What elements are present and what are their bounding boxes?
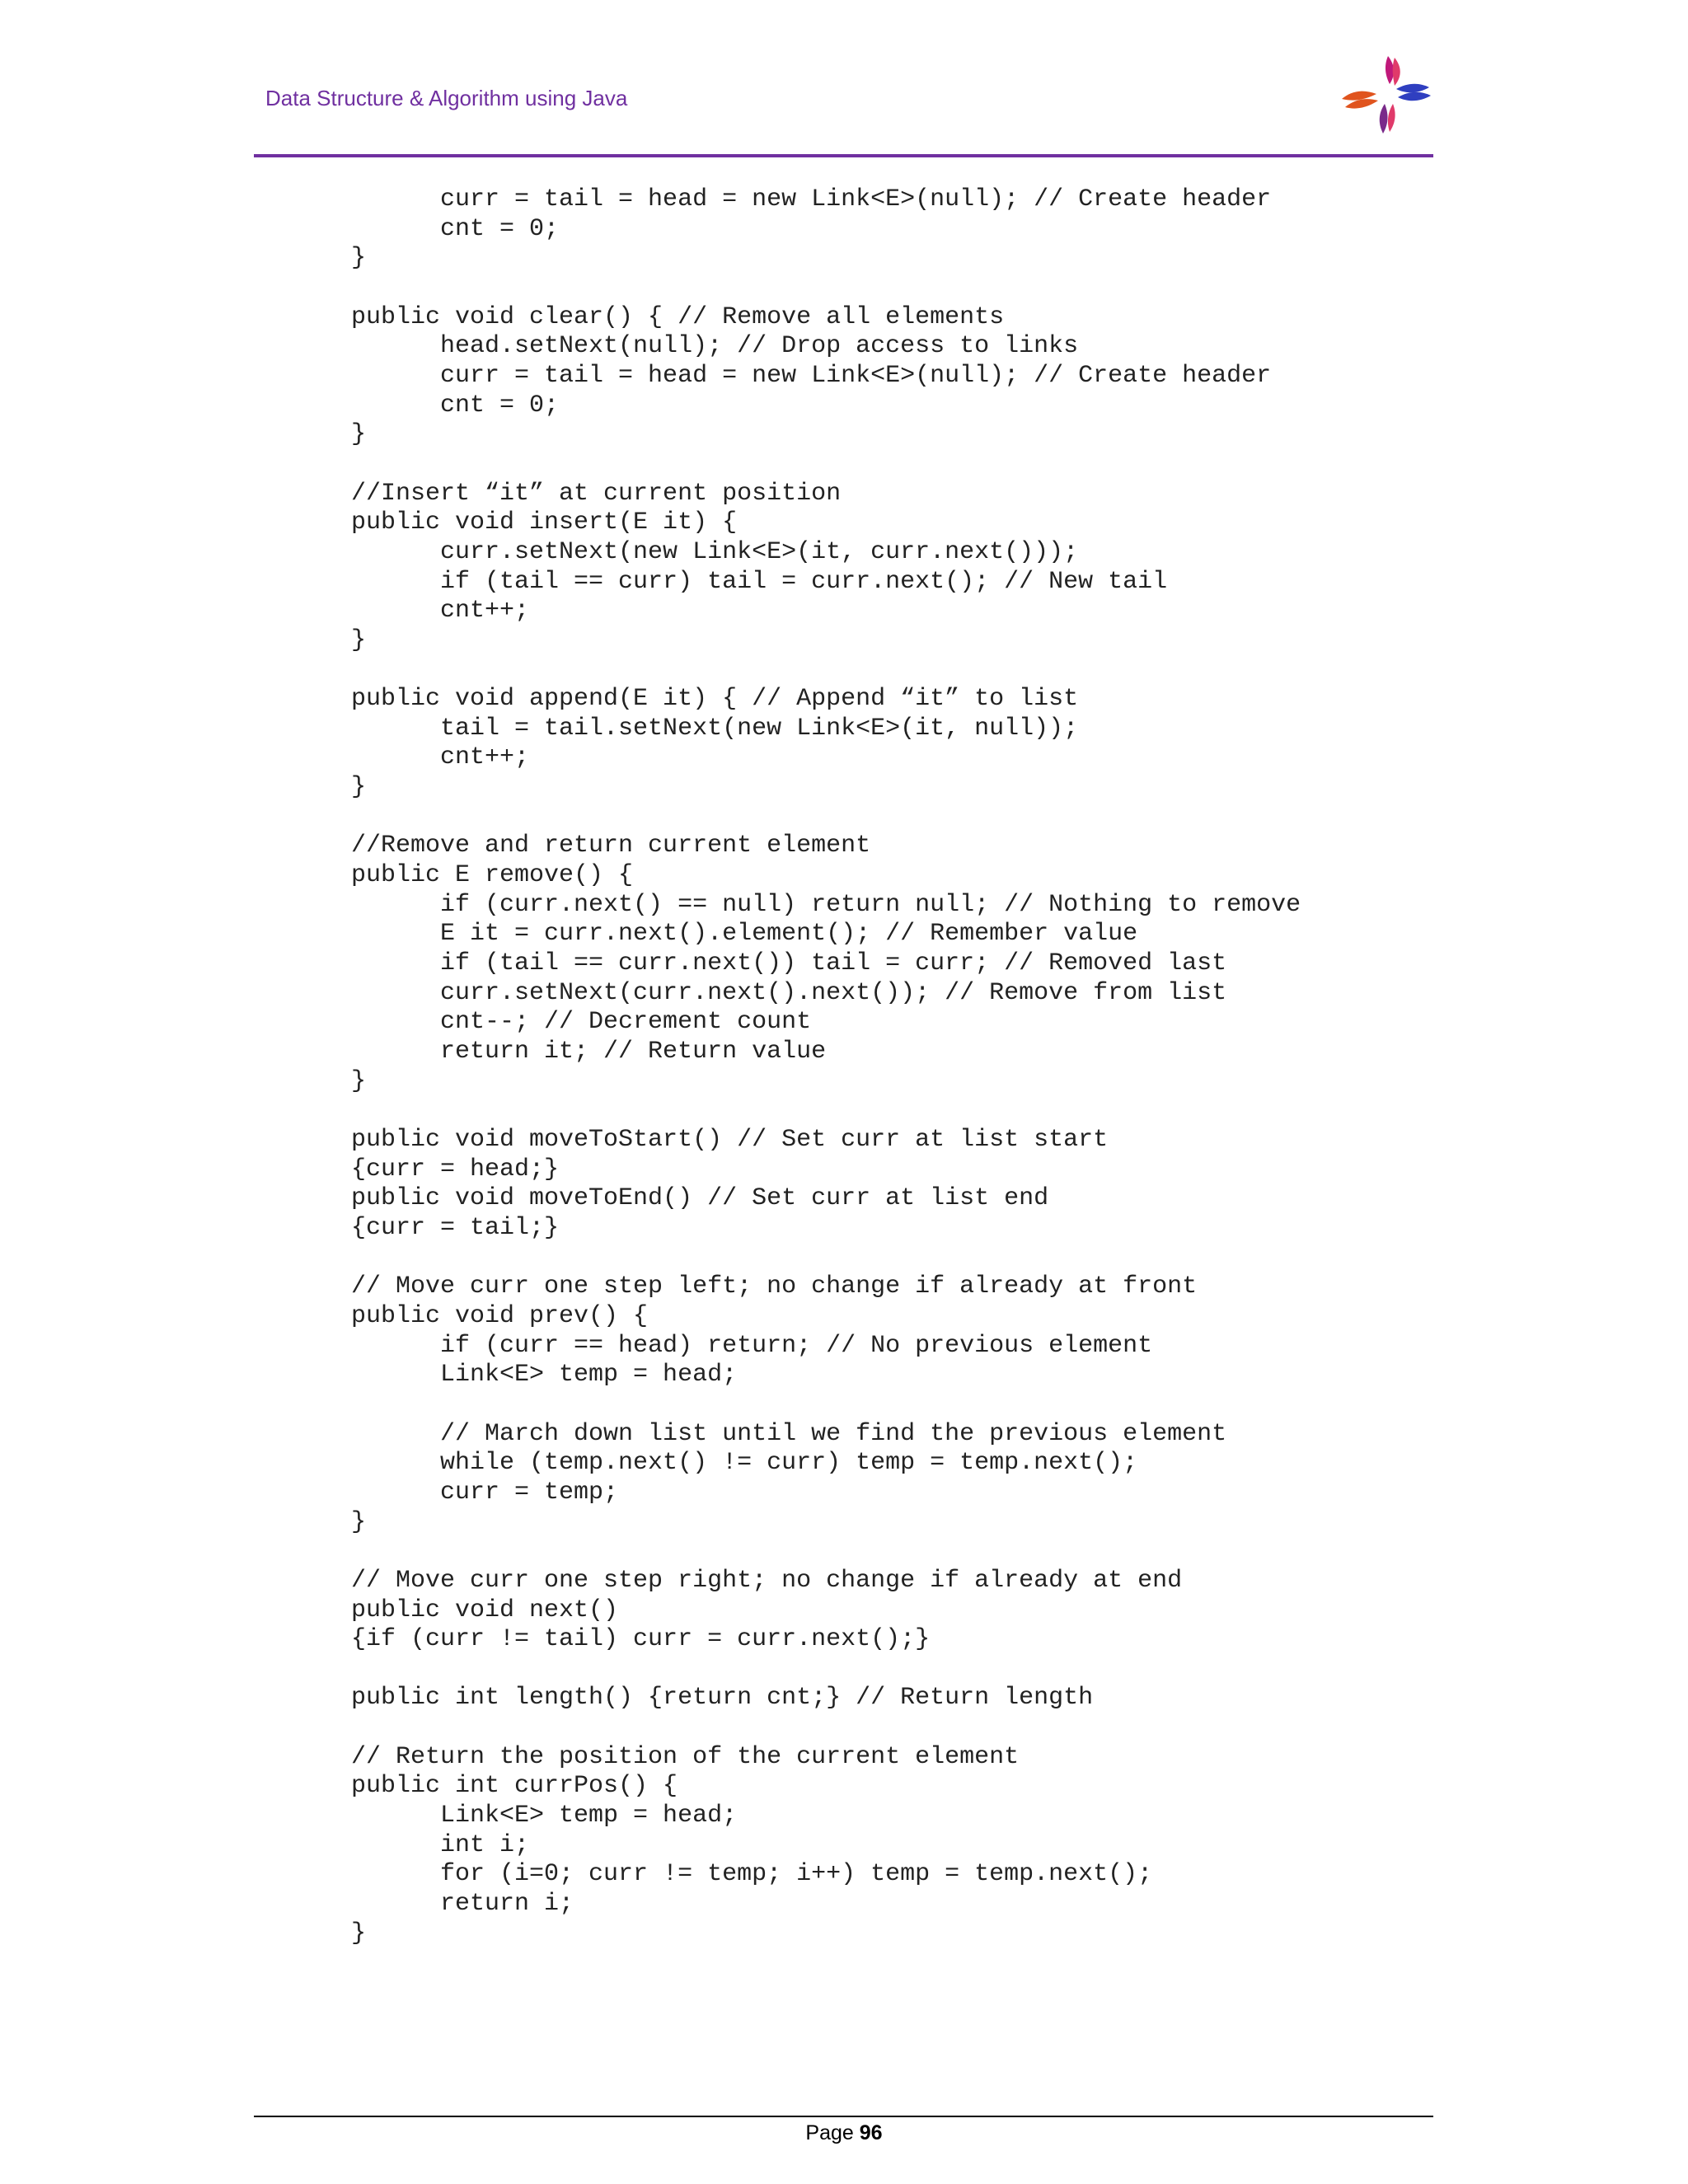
code-line: tail = tail.setNext(new Link<E>(it, null)); (351, 714, 1079, 743)
code-line: public int length() {return cnt;} // Return length (351, 1684, 1094, 1713)
code-line: return it; // Return value (351, 1038, 827, 1066)
page-label: Page (805, 2121, 854, 2144)
code-line: } (351, 420, 367, 449)
code-line (351, 1655, 1301, 1685)
code-line (351, 450, 1301, 480)
code-line: if (tail == curr.next()) tail = curr; // Removed last (351, 949, 1227, 978)
code-line (351, 1713, 1301, 1743)
logo-icon (1337, 49, 1436, 140)
code-line: public int currPos() { (351, 1772, 678, 1801)
code-line: } (351, 244, 367, 273)
code-line: E it = curr.next().element(); // Remember value (351, 920, 1138, 949)
code-line: cnt = 0; (351, 214, 560, 243)
code-line: {curr = head;} (351, 1155, 560, 1183)
code-line: //Insert “it” at current position (351, 479, 842, 508)
code-line: public void append(E it) { // Append “it” to list (351, 685, 1079, 714)
code-line: } (351, 626, 367, 654)
code-block (351, 185, 1301, 1978)
logo-petal-left (1342, 91, 1378, 109)
logo-petal-right (1396, 84, 1431, 101)
code-line: curr = temp; (351, 1478, 619, 1507)
code-line: } (351, 1919, 367, 1947)
code-line: if (tail == curr) tail = curr.next(); // New tail (351, 567, 1168, 596)
page-number: 96 (859, 2121, 883, 2144)
code-line: return i; (351, 1890, 574, 1919)
logo-petal-bottom (1380, 104, 1395, 134)
code-line: public E remove() { (351, 861, 634, 890)
code-line: cnt--; // Decrement count (351, 1008, 812, 1037)
code-line (351, 1948, 1301, 1978)
code-line: public void next() (351, 1596, 619, 1624)
code-line: curr.setNext(curr.next().next()); // Remove from list (351, 978, 1227, 1007)
code-line: cnt++; (351, 743, 530, 772)
code-line: // March down list until we find the previous element (351, 1419, 1227, 1448)
logo-petal-top (1386, 56, 1400, 86)
code-line: public void moveToStart() // Set curr at list start (351, 1126, 1109, 1154)
code-line: } (351, 1066, 367, 1095)
code-line: curr.setNext(new Link<E>(it, curr.next())); (351, 537, 1079, 566)
code-line: } (351, 1507, 367, 1536)
code-line: public void prev() { (351, 1301, 649, 1330)
code-line: curr = tail = head = new Link<E>(null); // Create header (351, 361, 1272, 390)
code-line: public void clear() { // Remove all elements (351, 302, 1005, 331)
code-line: curr = tail = head = new Link<E>(null); // Create header (351, 185, 1272, 213)
code-line (351, 1096, 1301, 1126)
header-title: Data Structure & Algorithm using Java (265, 86, 628, 110)
code-line: {curr = tail;} (351, 1213, 560, 1242)
code-line: if (curr == head) return; // No previous element (351, 1331, 1153, 1360)
code-line: //Remove and return current element (351, 832, 871, 860)
code-line (351, 656, 1301, 686)
code-line: cnt++; (351, 597, 530, 626)
header-divider (254, 154, 1433, 157)
code-line (351, 274, 1301, 303)
code-line: {if (curr != tail) curr = curr.next();} (351, 1625, 931, 1654)
code-line: int i; (351, 1830, 530, 1859)
code-line (351, 1244, 1301, 1273)
code-line: // Move curr one step right; no change if already at end (351, 1566, 1183, 1595)
code-line: public void insert(E it) { (351, 509, 738, 537)
code-line: if (curr.next() == null) return null; // Nothing to remove (351, 890, 1301, 919)
code-line: while (temp.next() != curr) temp = temp.next(); (351, 1449, 1138, 1478)
code-line: // Return the position of the current element (351, 1742, 1020, 1771)
footer-divider (254, 2116, 1433, 2117)
code-line (351, 803, 1301, 832)
code-line: // Move curr one step left; no change if already at front (351, 1272, 1198, 1301)
code-line: Link<E> temp = head; (351, 1361, 738, 1390)
code-line (351, 1537, 1301, 1567)
code-line (351, 1390, 1301, 1420)
code-line: } (351, 773, 367, 802)
code-line: Link<E> temp = head; (351, 1802, 738, 1830)
page-footer (0, 2121, 1688, 2145)
code-line: cnt = 0; (351, 391, 560, 419)
code-line: public void moveToEnd() // Set curr at list end (351, 1184, 1049, 1213)
code-line: head.setNext(null); // Drop access to links (351, 332, 1079, 361)
code-line: for (i=0; curr != temp; i++) temp = temp.next(); (351, 1860, 1153, 1889)
